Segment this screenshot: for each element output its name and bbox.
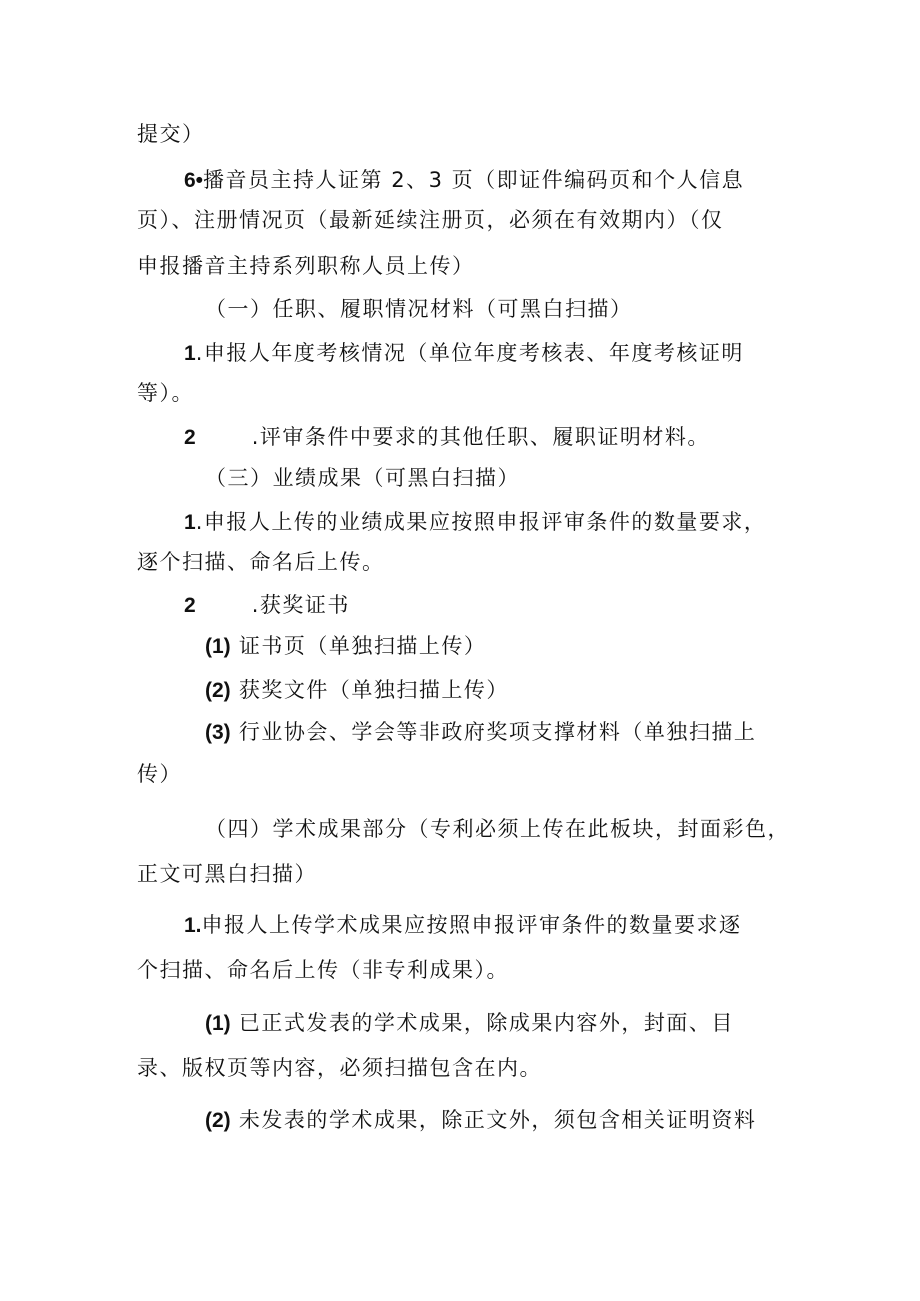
line-text: （一）任职、履职情况材料（可黑白扫描） [205,297,633,321]
line-text: 个扫描、命名后上传（非专利成果）。 [137,958,509,982]
line-10 [184,507,766,538]
line-12 [184,590,350,621]
line-text: 获奖文件（单独扫描上传） [238,678,509,702]
line-13 [205,631,486,662]
line-4 [137,251,475,281]
line-text: 页）、注册情况页（最新延续注册页，必须在有效期内）（仅 [137,208,724,232]
line-11 [137,547,385,577]
item-number: 1 [184,511,196,534]
line-20 [137,955,509,985]
line-7 [137,378,194,408]
section-heading-4 [205,814,790,844]
section-heading-3 [205,463,520,493]
line-text: .申报人上传的业绩成果应按照申报评审条件的数量要求， [195,510,767,534]
line-19 [184,910,742,941]
line-23 [205,1105,756,1136]
line-text: 传） [137,762,182,786]
line-14 [205,675,509,706]
line-21 [205,1008,734,1039]
line-text: .获奖证书 [251,593,350,617]
line-text: （三）业绩成果（可黑白扫描） [205,466,520,490]
line-text: .申报人年度考核情况（单位年度考核表、年度考核证明 [195,341,744,365]
line-22 [137,1053,542,1083]
line-text: 证书页（单独扫描上传） [238,634,487,658]
item-number: (2) [205,1109,231,1132]
line-2 [184,165,744,196]
line-text: 行业协会、学会等非政府奖项支撑材料（单独扫描上 [238,720,757,744]
line-text: （四）学术成果部分（专利必须上传在此板块，封面彩色， [205,817,790,841]
line-18 [137,859,317,889]
line-text: 申报播音主持系列职称人员上传） [137,254,475,278]
line-8 [184,422,710,453]
line-text: 申报人上传学术成果应按照申报评审条件的数量要求逐 [201,913,742,937]
line-text: 正文可黑白扫描） [137,862,317,886]
item-number: 1. [184,914,202,937]
item-number: (1) [205,1012,231,1035]
item-number: 2 [184,426,196,449]
line-text: 播音员主持人证第 2、3 页（即证件编码页和个人信息 [203,168,745,192]
line-3 [137,205,724,235]
line-6 [184,338,744,369]
item-number: 2 [184,594,196,617]
line-text: 等）。 [137,381,194,405]
item-number: 6• [184,169,204,192]
line-1 [137,119,205,149]
line-text: 未发表的学术成果，除正文外，须包含相关证明资料 [238,1108,757,1132]
item-number: (1) [205,635,231,658]
line-15 [205,717,756,748]
line-text: 提交） [137,122,205,146]
item-number: (2) [205,679,231,702]
item-number: 1 [184,342,196,365]
line-text: 录、版权页等内容，必须扫描包含在内。 [137,1056,542,1080]
line-text: 已正式发表的学术成果，除成果内容外，封面、目 [238,1011,734,1035]
line-16 [137,759,182,789]
line-text: .评审条件中要求的其他任职、履职证明材料。 [251,425,710,449]
item-number: (3) [205,721,231,744]
line-text: 逐个扫描、命名后上传。 [137,550,385,574]
section-heading-1 [205,294,633,324]
